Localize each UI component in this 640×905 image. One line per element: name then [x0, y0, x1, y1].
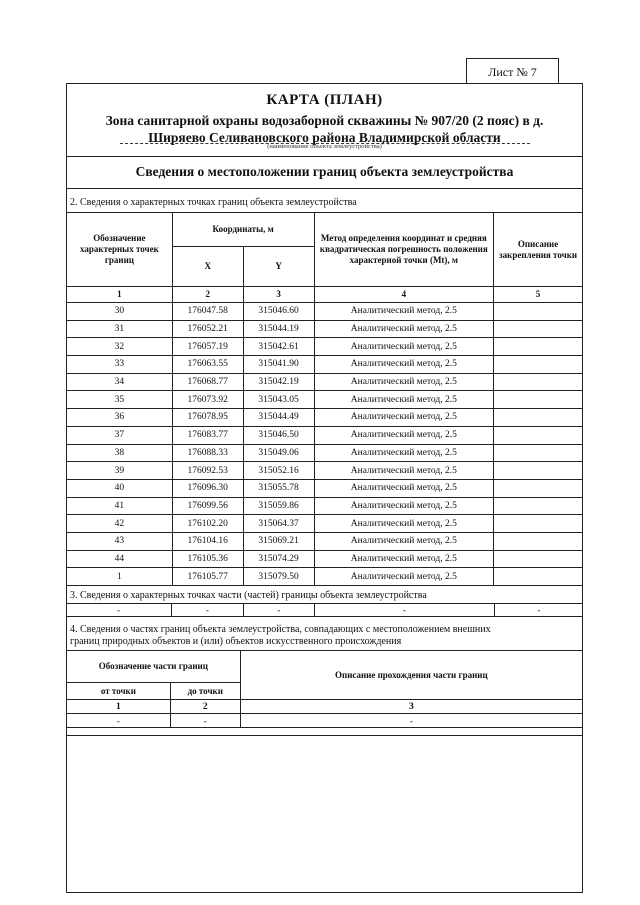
cell-method: Аналитический метод, 2.5 — [314, 426, 494, 444]
cell-point: 35 — [67, 391, 173, 409]
dash-cell: - — [66, 604, 172, 616]
section-3-title: 3. Сведения о характерных точках части (частей) границы объекта землеустройства — [70, 590, 427, 601]
section-4-title-line-1: 4. Сведения о частях границ объекта землеустройства, совпадающих с местоположением внешних — [70, 624, 491, 635]
col-header-x: X — [172, 247, 243, 287]
table-row — [67, 462, 583, 480]
cell-point: 1 — [67, 568, 173, 586]
table-row — [67, 550, 583, 568]
cell-fix — [494, 444, 583, 462]
col-header-part: Обозначение части границ — [67, 651, 241, 683]
cell-y: 315059.86 — [243, 497, 314, 515]
cell-method: Аналитический метод, 2.5 — [314, 303, 494, 321]
table-row — [67, 532, 583, 550]
table-row — [67, 356, 583, 374]
points-table — [66, 212, 583, 586]
cell-y: 315041.90 — [243, 356, 314, 374]
object-name-caption: (наименование объекта землеустройства) — [267, 143, 382, 150]
cell-point: 43 — [67, 532, 173, 550]
col-header-from: от точки — [67, 683, 171, 700]
col-number: 1 — [67, 287, 173, 303]
divider — [66, 188, 583, 189]
cell-x: 176096.30 — [172, 479, 243, 497]
table-row — [67, 303, 583, 321]
table-row — [67, 568, 583, 586]
table-row — [67, 373, 583, 391]
cell-y: 315044.49 — [243, 409, 314, 427]
cell-method: Аналитический метод, 2.5 — [314, 568, 494, 586]
cell-fix — [494, 497, 583, 515]
cell-y: 315044.19 — [243, 320, 314, 338]
divider — [66, 156, 583, 157]
section-4-title-line-2: границ природных объектов и (или) объектов искусственного происхождения — [70, 636, 402, 647]
cell-x: 176052.21 — [172, 320, 243, 338]
table-row — [67, 391, 583, 409]
cell-point: 38 — [67, 444, 173, 462]
col-header-point: Обозначение характерных точек границ — [67, 213, 173, 287]
cell-fix — [494, 373, 583, 391]
cell-x: 176083.77 — [172, 426, 243, 444]
cell-fix — [494, 515, 583, 533]
dash-cell: - — [240, 714, 582, 728]
dash-cell: - — [67, 714, 171, 728]
table-row — [67, 338, 583, 356]
dash-cell: - — [170, 714, 240, 728]
document-title: КАРТА (ПЛАН) — [266, 92, 383, 108]
cell-fix — [494, 462, 583, 480]
table-row — [67, 409, 583, 427]
cell-fix — [494, 356, 583, 374]
table-row — [67, 320, 583, 338]
cell-y: 315064.37 — [243, 515, 314, 533]
cell-y: 315069.21 — [243, 532, 314, 550]
cell-point: 44 — [67, 550, 173, 568]
cell-point: 31 — [67, 320, 173, 338]
cell-fix — [494, 479, 583, 497]
col-number: 4 — [314, 287, 494, 303]
cell-fix — [494, 391, 583, 409]
section-2-title: 2. Сведения о характерных точках границ объекта землеустройства — [70, 197, 357, 208]
cell-point: 30 — [67, 303, 173, 321]
cell-point: 34 — [67, 373, 173, 391]
table-row — [67, 444, 583, 462]
col-header-method: Метод определения координат и средняя квадратическая погрешность положения характерной точки (Mt), м — [314, 213, 494, 287]
col-header-coordinates: Координаты, м — [172, 213, 314, 247]
cell-method: Аналитический метод, 2.5 — [314, 409, 494, 427]
cell-fix — [494, 568, 583, 586]
cell-y: 315043.05 — [243, 391, 314, 409]
cell-point: 42 — [67, 515, 173, 533]
cell-x: 176073.92 — [172, 391, 243, 409]
cell-point: 33 — [67, 356, 173, 374]
cell-point: 32 — [67, 338, 173, 356]
dash-cell: - — [537, 605, 541, 615]
cell-fix — [494, 532, 583, 550]
col-number: 1 — [67, 700, 171, 714]
cell-x: 176102.20 — [172, 515, 243, 533]
cell-x: 176092.53 — [172, 462, 243, 480]
table-row — [67, 515, 583, 533]
cell-method: Аналитический метод, 2.5 — [314, 391, 494, 409]
cell-method: Аналитический метод, 2.5 — [314, 479, 494, 497]
cell-method: Аналитический метод, 2.5 — [314, 320, 494, 338]
col-number: 2 — [170, 700, 240, 714]
column-number-row — [67, 287, 583, 303]
section-3-row — [66, 603, 583, 617]
cell-x: 176088.33 — [172, 444, 243, 462]
cell-x: 176063.55 — [172, 356, 243, 374]
subtitle-line-2: Ширяево Селивановского района Владимирской области — [148, 130, 501, 145]
col-header-description: Описание прохождения части границ — [240, 651, 582, 700]
section-4-title — [70, 624, 580, 648]
section-title: Сведения о местоположении границ объекта землеустройства — [135, 164, 514, 179]
cell-y: 315046.50 — [243, 426, 314, 444]
col-number: 5 — [494, 287, 583, 303]
cell-point: 41 — [67, 497, 173, 515]
table-row — [67, 426, 583, 444]
table-row — [67, 714, 583, 728]
dash-cell: - — [172, 604, 243, 616]
dash-cell: - — [244, 604, 315, 616]
cell-y: 315074.29 — [243, 550, 314, 568]
boundary-parts-table — [66, 650, 583, 728]
cell-y: 315049.06 — [243, 444, 314, 462]
dash-cell: - — [315, 604, 495, 616]
cell-fix — [494, 409, 583, 427]
cell-y: 315079.50 — [243, 568, 314, 586]
subtitle-line-1: Зона санитарной охраны водозаборной скважины № 907/20 (2 пояс) в д. — [105, 113, 544, 128]
cell-x: 176057.19 — [172, 338, 243, 356]
cell-x: 176047.58 — [172, 303, 243, 321]
cell-method: Аналитический метод, 2.5 — [314, 338, 494, 356]
col-header-fixing: Описание закрепления точки — [494, 213, 583, 287]
cell-method: Аналитический метод, 2.5 — [314, 497, 494, 515]
cell-method: Аналитический метод, 2.5 — [314, 515, 494, 533]
col-header-y: Y — [243, 247, 314, 287]
cell-y: 315052.16 — [243, 462, 314, 480]
cell-fix — [494, 426, 583, 444]
cell-fix — [494, 338, 583, 356]
cell-x: 176078.95 — [172, 409, 243, 427]
cell-x: 176104.16 — [172, 532, 243, 550]
cell-method: Аналитический метод, 2.5 — [314, 444, 494, 462]
cell-y: 315042.61 — [243, 338, 314, 356]
cell-y: 315042.19 — [243, 373, 314, 391]
col-number: 2 — [172, 287, 243, 303]
cell-fix — [494, 303, 583, 321]
cell-method: Аналитический метод, 2.5 — [314, 373, 494, 391]
cell-x: 176105.36 — [172, 550, 243, 568]
cell-y: 315046.60 — [243, 303, 314, 321]
cell-method: Аналитический метод, 2.5 — [314, 550, 494, 568]
document-subtitle — [80, 112, 569, 146]
sheet-number-box: Лист № 7 — [466, 58, 559, 84]
cell-fix — [494, 550, 583, 568]
table-row — [67, 479, 583, 497]
cell-point: 36 — [67, 409, 173, 427]
col-number: 3 — [240, 700, 582, 714]
cell-y: 315055.78 — [243, 479, 314, 497]
column-number-row — [67, 700, 583, 714]
cell-point: 39 — [67, 462, 173, 480]
cell-point: 37 — [67, 426, 173, 444]
cell-x: 176105.77 — [172, 568, 243, 586]
divider — [66, 735, 583, 736]
cell-method: Аналитический метод, 2.5 — [314, 532, 494, 550]
cell-fix — [494, 320, 583, 338]
cell-x: 176068.77 — [172, 373, 243, 391]
cell-method: Аналитический метод, 2.5 — [314, 462, 494, 480]
col-header-to: до точки — [170, 683, 240, 700]
cell-method: Аналитический метод, 2.5 — [314, 356, 494, 374]
cell-x: 176099.56 — [172, 497, 243, 515]
table-row — [67, 497, 583, 515]
col-number: 3 — [243, 287, 314, 303]
cell-point: 40 — [67, 479, 173, 497]
